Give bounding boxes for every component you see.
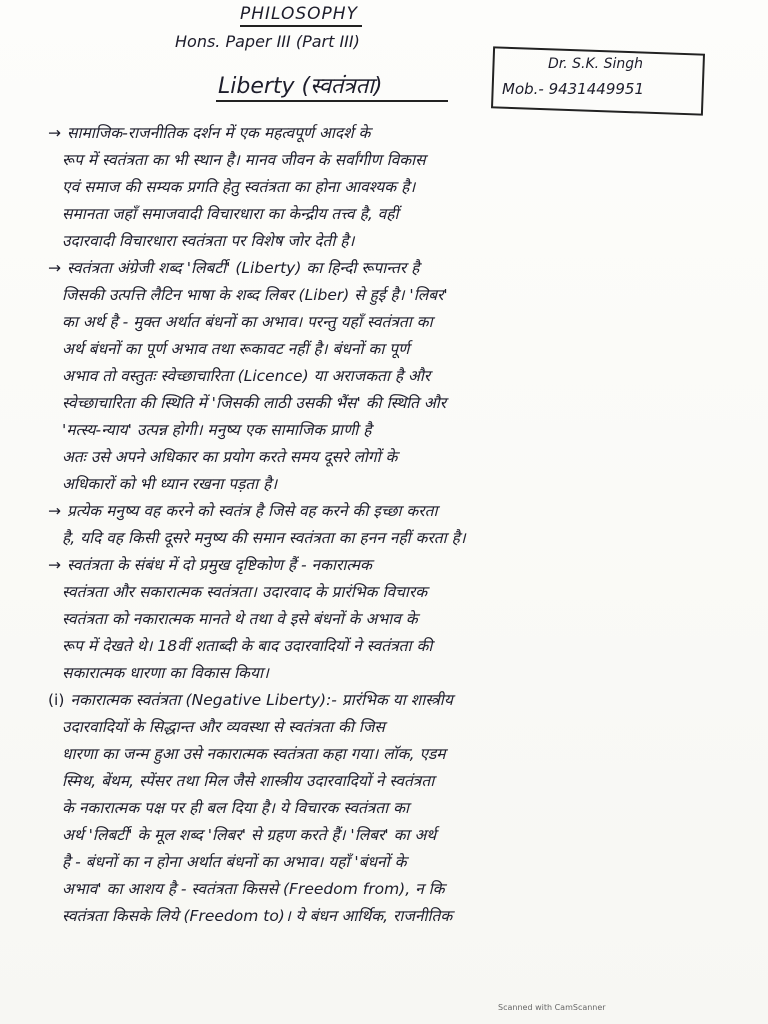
note-line xyxy=(62,363,742,390)
note-line xyxy=(62,228,742,255)
note-line xyxy=(62,417,742,444)
line-text: प्रत्येक मनुष्य वह करने को स्वतंत्र है जिसे वह करने की इच्छा करता xyxy=(67,502,438,520)
note-line xyxy=(62,201,742,228)
line-text: समानता जहाँ समाजवादी विचारधारा का केन्द्रीय तत्त्व है, वहीं xyxy=(62,205,399,223)
title-underline xyxy=(216,100,448,102)
line-bullet: → xyxy=(48,556,61,574)
line-text: अभाव' का आशय है - स्वतंत्रता किससे (Freedom from), न कि xyxy=(62,880,445,898)
line-text: एवं समाज की सम्यक प्रगति हेतु स्वतंत्रता का होना आवश्यक है। xyxy=(62,178,416,196)
note-line xyxy=(48,552,742,579)
note-line xyxy=(62,390,742,417)
paper-heading: Hons. Paper III (Part III) xyxy=(175,32,360,51)
note-line xyxy=(62,876,742,903)
line-text: स्वतंत्रता और सकारात्मक स्वतंत्रता। उदारवाद के प्रारंभिक विचारक xyxy=(62,583,428,601)
line-text: स्वतंत्रता किसके लिये (Freedom to)। ये बंधन आर्थिक, राजनीतिक xyxy=(62,907,453,925)
line-bullet: → xyxy=(48,124,61,142)
notes-body xyxy=(48,120,742,930)
line-text: 'मत्स्य-न्याय' उत्पन्न होगी। मनुष्य एक सामाजिक प्राणी है xyxy=(62,421,372,439)
note-line xyxy=(62,741,742,768)
note-line xyxy=(62,282,742,309)
line-text: स्वतंत्रता अंग्रेजी शब्द 'लिबर्टी' (Liberty) का हिन्दी रूपान्तर है xyxy=(67,259,420,277)
note-line xyxy=(62,174,742,201)
line-text: उदारवादियों के सिद्धान्त और व्यवस्था से स्वतंत्रता की जिस xyxy=(62,718,385,736)
line-text: धारणा का जन्म हुआ उसे नकारात्मक स्वतंत्रता कहा गया। लॉक, एडम xyxy=(62,745,446,763)
note-line xyxy=(62,471,742,498)
line-text: जिसकी उत्पत्ति लैटिन भाषा के शब्द लिबर (Liber) से हुई है। 'लिबर' xyxy=(62,286,448,304)
note-line xyxy=(62,147,742,174)
line-text: अतः उसे अपने अधिकार का प्रयोग करते समय दूसरे लोगों के xyxy=(62,448,398,466)
line-text: अर्थ 'लिबर्टी' के मूल शब्द 'लिबर' से ग्रहण करते हैं। 'लिबर' का अर्थ xyxy=(62,826,437,844)
line-text: के नकारात्मक पक्ष पर ही बल दिया है। ये विचारक स्वतंत्रता का xyxy=(62,799,410,817)
note-line xyxy=(62,768,742,795)
line-text: सकारात्मक धारणा का विकास किया। xyxy=(62,664,269,682)
line-bullet: (i) xyxy=(48,691,65,709)
line-text: है, यदि वह किसी दूसरे मनुष्य की समान स्वतंत्रता का हनन नहीं करता है। xyxy=(62,529,466,547)
line-text: अधिकारों को भी ध्यान रखना पड़ता है। xyxy=(62,475,278,493)
line-text: स्वेच्छाचारिता की स्थिति में 'जिसकी लाठी उसकी भैंस' की स्थिति और xyxy=(62,394,447,412)
note-line xyxy=(48,255,742,282)
author-name: Dr. S.K. Singh xyxy=(548,56,643,72)
note-line xyxy=(62,660,742,687)
subject-underline xyxy=(240,25,362,27)
line-text: नकारात्मक स्वतंत्रता (Negative Liberty):- प्रारंभिक या शास्त्रीय xyxy=(70,691,453,709)
note-line xyxy=(62,795,742,822)
line-text: है - बंधनों का न होना अर्थात बंधनों का अभाव। यहाँ 'बंधनों के xyxy=(62,853,407,871)
subject-heading: PHILOSOPHY xyxy=(240,4,358,24)
note-line xyxy=(62,606,742,633)
line-text: स्वतंत्रता के संबंध में दो प्रमुख दृष्टिकोण हैं - नकारात्मक xyxy=(67,556,372,574)
note-line xyxy=(62,309,742,336)
note-line xyxy=(48,687,742,714)
note-line xyxy=(62,849,742,876)
note-line xyxy=(62,714,742,741)
line-text: स्मिथ, बेंथम, स्पेंसर तथा मिल जैसे शास्त्रीय उदारवादियों ने स्वतंत्रता xyxy=(62,772,435,790)
note-line xyxy=(62,822,742,849)
note-line xyxy=(48,498,742,525)
line-text: अर्थ बंधनों का पूर्ण अभाव तथा रूकावट नहीं है। बंधनों का पूर्ण xyxy=(62,340,410,358)
line-text: सामाजिक-राजनीतिक दर्शन में एक महत्वपूर्ण आदर्श के xyxy=(67,124,371,142)
note-line xyxy=(62,579,742,606)
page-title: Liberty (स्वतंत्रता) xyxy=(218,74,383,99)
author-mobile: Mob.- 9431449951 xyxy=(502,80,645,98)
line-text: रूप में देखते थे। 18वीं शताब्दी के बाद उदारवादियों ने स्वतंत्रता की xyxy=(62,637,433,655)
note-line xyxy=(62,633,742,660)
line-text: उदारवादी विचारधारा स्वतंत्रता पर विशेष जोर देती है। xyxy=(62,232,355,250)
line-bullet: → xyxy=(48,502,61,520)
note-line xyxy=(62,444,742,471)
line-text: स्वतंत्रता को नकारात्मक मानते थे तथा वे इसे बंधनों के अभाव के xyxy=(62,610,418,628)
scanner-watermark: Scanned with CamScanner xyxy=(498,1003,606,1012)
line-text: अभाव तो वस्तुतः स्वेच्छाचारिता (Licence) या अराजकता है और xyxy=(62,367,431,385)
note-line xyxy=(48,120,742,147)
line-bullet: → xyxy=(48,259,61,277)
note-line xyxy=(62,903,742,930)
note-line xyxy=(62,525,742,552)
line-text: का अर्थ है - मुक्त अर्थात बंधनों का अभाव। परन्तु यहाँ स्वतंत्रता का xyxy=(62,313,433,331)
line-text: रूप में स्वतंत्रता का भी स्थान है। मानव जीवन के सर्वांगीण विकास xyxy=(62,151,426,169)
note-line xyxy=(62,336,742,363)
